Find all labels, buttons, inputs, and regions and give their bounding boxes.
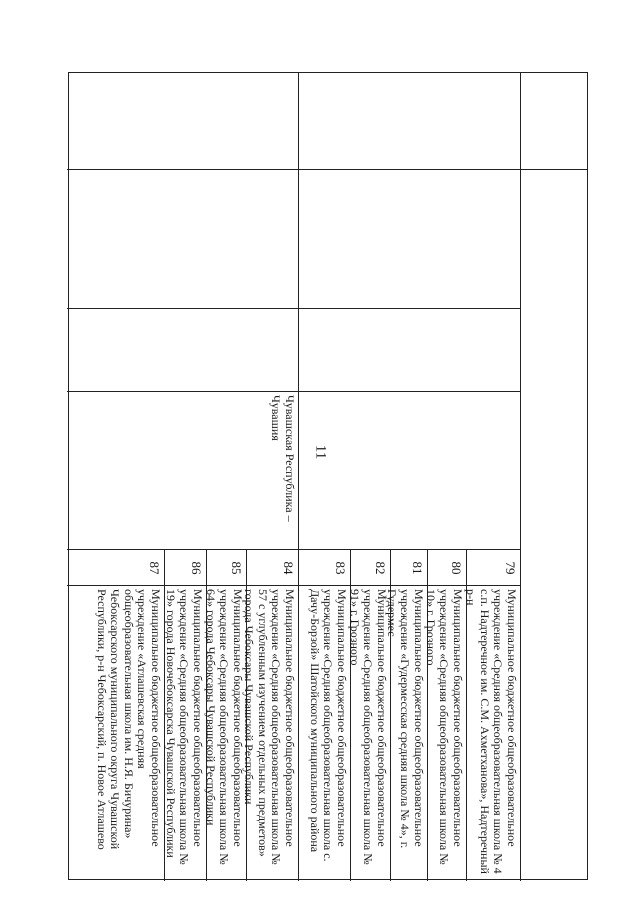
table-row (385, 73, 428, 881)
table-row (242, 73, 299, 881)
institution-name: Муниципальное бюджетное общеобразовательное учреждение «Средняя общеобразовательная школа № 19» города Новочебоксарска Чувашской Республики (164, 589, 205, 865)
row-number: 84 (281, 561, 296, 575)
institution-name: Муниципальное бюджетное общеобразовательное учреждение «Гудермесская средняя школа № 4», г. Гудермес (385, 589, 426, 849)
table-row (464, 73, 521, 881)
row-number: 85 (229, 561, 244, 575)
institution-name: Муниципальное бюджетное общеобразовательное учреждение «Средняя общеобразовательная школа № 10» г. Грозного (424, 589, 465, 865)
row-number: 83 (333, 561, 348, 575)
institution-name: Муниципальное бюджетное общеобразовательное учреждение «Средняя общеобразовательная школа № 91» г. Грозного (348, 589, 389, 865)
table-row (204, 73, 247, 881)
institution-name: Муниципальное бюджетное общеобразовательное учреждение «Средняя общеобразовательная школа с. Дачу-Борзой» Шатойского муниципального района (308, 589, 349, 862)
table-row (348, 73, 391, 881)
row-number: 86 (189, 561, 204, 575)
row-number: 81 (410, 561, 425, 575)
row-number: 79 (503, 561, 518, 575)
rotated-table-frame (68, 72, 588, 880)
table-row (165, 73, 207, 881)
table-row (424, 73, 467, 881)
table-row (67, 73, 165, 881)
institution-name: Муниципальное бюджетное общеобразовательное учреждение «Средняя общеобразовательная школа № 57 с углубленным изучением отдельных предметов» города Чебоксары Чувашской Республики (242, 589, 297, 865)
row-number: 82 (373, 561, 388, 575)
page-number: 11 (312, 444, 329, 460)
table-row (299, 73, 351, 881)
institution-name: Муниципальное бюджетное общеобразовательное учреждение «Атлашевская средняя общеобразовательная школа им. Н.Я. Бичурина» Чебоксарского муниципального округа Чувашской Республики, р-н Чебоксарский, п. Новое Атлашево (95, 589, 163, 850)
region-name: Чувашская Республика – Чувашия (269, 395, 297, 522)
institution-name: Муниципальное бюджетное общеобразовательное учреждение «Средняя общеобразовательная школа № 4 с.п. Надтеречное им. С.М. Ахметханова», Надтеречный р-н (464, 589, 519, 874)
institution-name: Муниципальное бюджетное общеобразовательное учреждение «Средняя общеобразовательная школа № 64» города Чебоксары Чувашской Республики (204, 589, 245, 865)
school-table (68, 72, 588, 880)
row-number: 87 (147, 561, 162, 575)
row-number: 80 (449, 561, 464, 575)
